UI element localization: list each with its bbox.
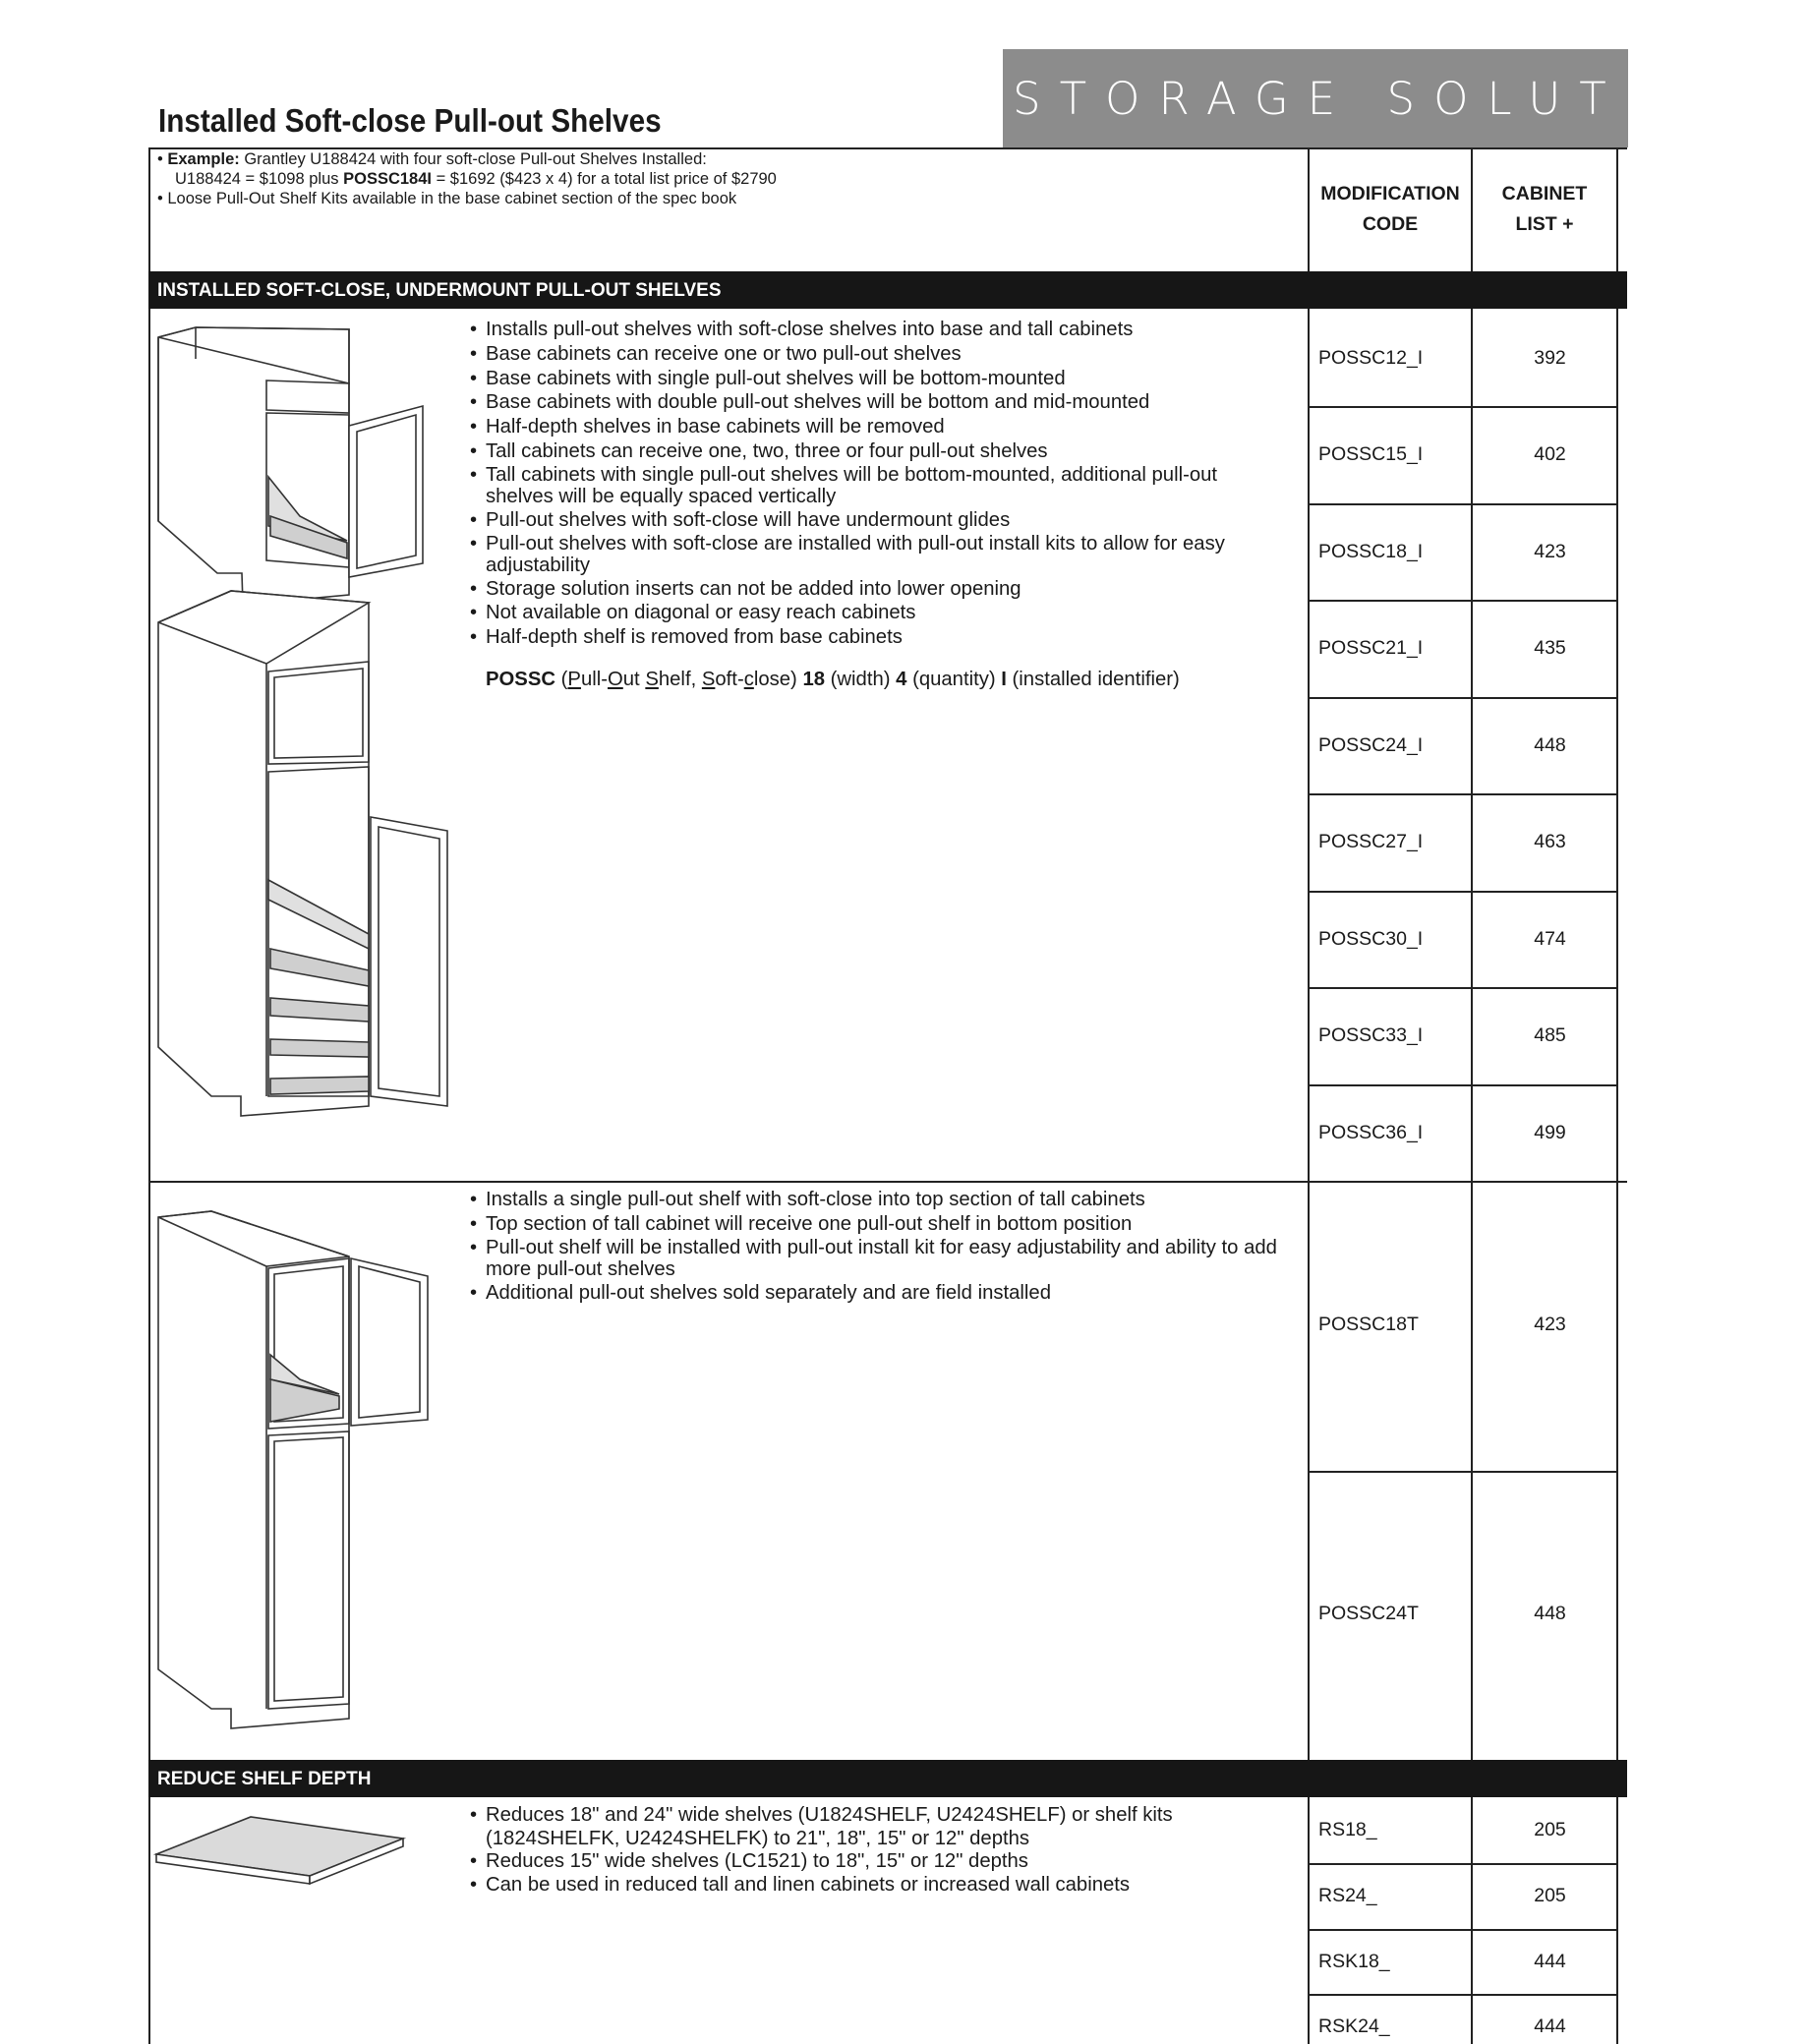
list-price: 423 [1534, 1314, 1566, 1335]
row-divider [1308, 891, 1618, 893]
feature-list [470, 1188, 1286, 1305]
row-divider [1308, 600, 1618, 602]
row-divider [1308, 1994, 1618, 1996]
row-divider [1308, 793, 1618, 795]
list-item: • Base cabinets can receive one or two pull-out shelves [470, 342, 1286, 367]
list-item: • Not available on diagonal or easy reach cabinets [470, 601, 1286, 625]
list-price: 392 [1534, 347, 1566, 369]
row-divider [1308, 1863, 1618, 1865]
feature-list [470, 318, 1286, 650]
list-item: • Tall cabinets with single pull-out shelves will be bottom-mounted, additional pull-out shelves will be equally spaced vertically [470, 464, 1286, 508]
section-title: INSTALLED SOFT-CLOSE, UNDERMOUNT PULL-OUT SHELVES [148, 271, 1627, 309]
list-item: • Pull-out shelf will be installed with pull-out install kit for easy adjustability and ability to add more pull-out shelves [470, 1237, 1286, 1281]
modification-code: POSSC18_I [1318, 541, 1424, 562]
modification-code: RS24_ [1318, 1885, 1377, 1906]
list-item: • Half-depth shelves in base cabinets will be removed [470, 415, 1286, 439]
list-item: • Pull-out shelves with soft-close will have undermount glides [470, 508, 1286, 533]
tall-cabinet-illustration [152, 1207, 438, 1738]
list-price: 474 [1534, 928, 1566, 950]
shelf-panel-illustration [152, 1807, 418, 1886]
modification-code: POSSC30_I [1318, 928, 1424, 950]
list-price: 499 [1534, 1122, 1566, 1143]
row-divider [1308, 1929, 1618, 1931]
modification-code: RSK18_ [1318, 1951, 1390, 1972]
feature-list [470, 1804, 1286, 1897]
row-divider [1308, 1471, 1618, 1473]
list-price: 463 [1534, 831, 1566, 852]
list-price: 402 [1534, 443, 1566, 465]
list-price: 205 [1534, 1819, 1566, 1840]
list-item: • Reduces 15" wide shelves (LC1521) to 18", 15" or 12" depths [470, 1850, 1286, 1874]
list-item: • Reduces 18" and 24" wide shelves (U1824SHELF, U2424SHELF) or shelf kits (1824SHELFK, U2424SHELFK) to 21", 18", 15" or 12" depths [470, 1804, 1286, 1850]
list-item: • Top section of tall cabinet will receive one pull-out shelf in bottom position [470, 1212, 1286, 1237]
list-price: 205 [1534, 1885, 1566, 1906]
example-notes: • Example: Grantley U188424 with four soft-close Pull-out Shelves Installed: U188424 = $1098 plus POSSC184I = $1692 ($423 x 4) for a total list price of $2790 • Loose Pull-Out Shelf Kits available in the base cabinet section of the spec book [157, 150, 777, 207]
list-price: 444 [1534, 1951, 1566, 1972]
modification-code: RS18_ [1318, 1819, 1377, 1840]
list-item: • Base cabinets with double pull-out shelves will be bottom and mid-mounted [470, 390, 1286, 415]
row-divider [1308, 1084, 1618, 1086]
list-item: • Pull-out shelves with soft-close are installed with pull-out install kits to allow for easy adjustability [470, 533, 1286, 577]
modification-code: POSSC21_I [1318, 637, 1424, 659]
modification-code: POSSC12_I [1318, 347, 1424, 369]
list-price: 448 [1534, 734, 1566, 756]
list-price: 423 [1534, 541, 1566, 562]
banner-text: STORAGE SOLUTIONS [1013, 73, 1809, 125]
list-item: • Additional pull-out shelves sold separately and are field installed [470, 1281, 1286, 1306]
section-divider [148, 1181, 1627, 1183]
modification-code: RSK24_ [1318, 2015, 1390, 2037]
modification-code-header: MODIFICATION CODE [1320, 183, 1460, 235]
row-divider [1308, 697, 1618, 699]
list-item: • Storage solution inserts can not be added into lower opening [470, 577, 1286, 602]
cabinet-list-header: CABINET LIST + [1501, 183, 1588, 235]
list-item: • Installs a single pull-out shelf with soft-close into top section of tall cabinets [470, 1188, 1286, 1212]
list-price: 435 [1534, 637, 1566, 659]
page-title: Installed Soft-close Pull-out Shelves [158, 102, 662, 139]
list-price: 485 [1534, 1024, 1566, 1046]
list-item: • Half-depth shelf is removed from base cabinets [470, 625, 1286, 650]
row-divider [1308, 406, 1618, 408]
code-legend: POSSC (Pull-Out Shelf, Soft-close) 18 (width) 4 (quantity) I (installed identifier) [486, 669, 1180, 690]
modification-code: POSSC36_I [1318, 1122, 1424, 1143]
section-title: REDUCE SHELF DEPTH [148, 1760, 1627, 1797]
modification-code: POSSC15_I [1318, 443, 1424, 465]
list-price: 448 [1534, 1603, 1566, 1624]
cabinet-illustration [152, 320, 467, 1165]
modification-code: POSSC18T [1318, 1314, 1419, 1335]
row-divider [1308, 503, 1618, 505]
modification-code: POSSC24_I [1318, 734, 1424, 756]
modification-code: POSSC33_I [1318, 1024, 1424, 1046]
list-item: • Can be used in reduced tall and linen cabinets or increased wall cabinets [470, 1874, 1286, 1898]
modification-code: POSSC24T [1318, 1603, 1419, 1624]
modification-code: POSSC27_I [1318, 831, 1424, 852]
list-item: • Installs pull-out shelves with soft-close shelves into base and tall cabinets [470, 318, 1286, 342]
list-item: • Tall cabinets can receive one, two, three or four pull-out shelves [470, 439, 1286, 464]
list-item: • Base cabinets with single pull-out shelves will be bottom-mounted [470, 367, 1286, 391]
list-price: 444 [1534, 2015, 1566, 2037]
section-banner [1003, 49, 1809, 147]
row-divider [1308, 987, 1618, 989]
